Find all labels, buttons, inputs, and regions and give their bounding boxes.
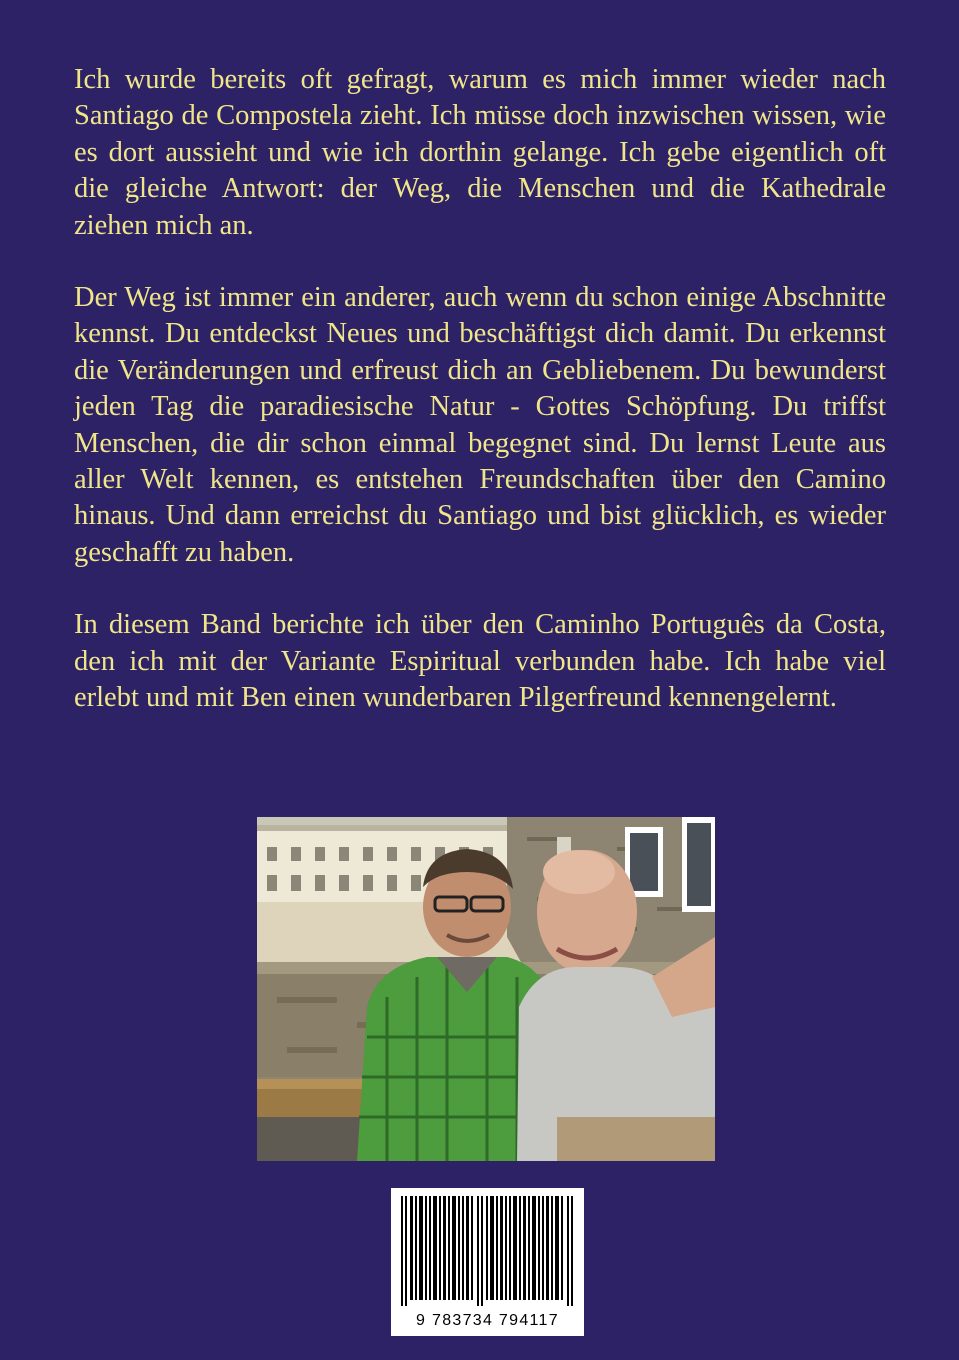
- isbn-number: 9 783734 794117: [416, 1312, 559, 1329]
- blurb-paragraph-3: In diesem Band berichte ich über den Caminho Português da Costa, den ich mit der Variante Espiritual verbunden habe. Ich habe viel erlebt und mit Ben einen wunderbaren Pilgerfreund kennengelernt.: [74, 609, 886, 714]
- barcode-bars: [397, 1196, 578, 1306]
- blurb-paragraph-1: Ich wurde bereits oft gefragt, warum es mich immer wieder nach Santiago de Compostela zieht. Ich müsse doch inzwischen wissen, wie es dort aussieht und wie ich dorthin gelange. Ich gebe eigentlich oft die gleiche Antwort: der Weg, die Menschen und die Kathedrale ziehen mich an.: [74, 64, 886, 241]
- blurb-paragraph-2: Der Weg ist immer ein anderer, auch wenn du schon einige Abschnitte kennst. Du entdeckst Neues und beschäftigst dich damit. Du erkennst die Veränderungen und erfreust dich an Gebliebenem. Du bewunderst jeden Tag die paradiesische Natur - Gottes Schöpfung. Du triffst Menschen, die dir schon einmal begegnet sind. Du lernst Leute aus aller Welt kennen, es entstehen Freundschaften über den Camino hinaus. Und dann erreichst du Santiago und bist glücklich, es wieder geschafft zu haben.: [74, 282, 886, 568]
- author-photo: [257, 817, 715, 1161]
- isbn-barcode: [391, 1188, 584, 1336]
- blurb-text: [74, 62, 886, 753]
